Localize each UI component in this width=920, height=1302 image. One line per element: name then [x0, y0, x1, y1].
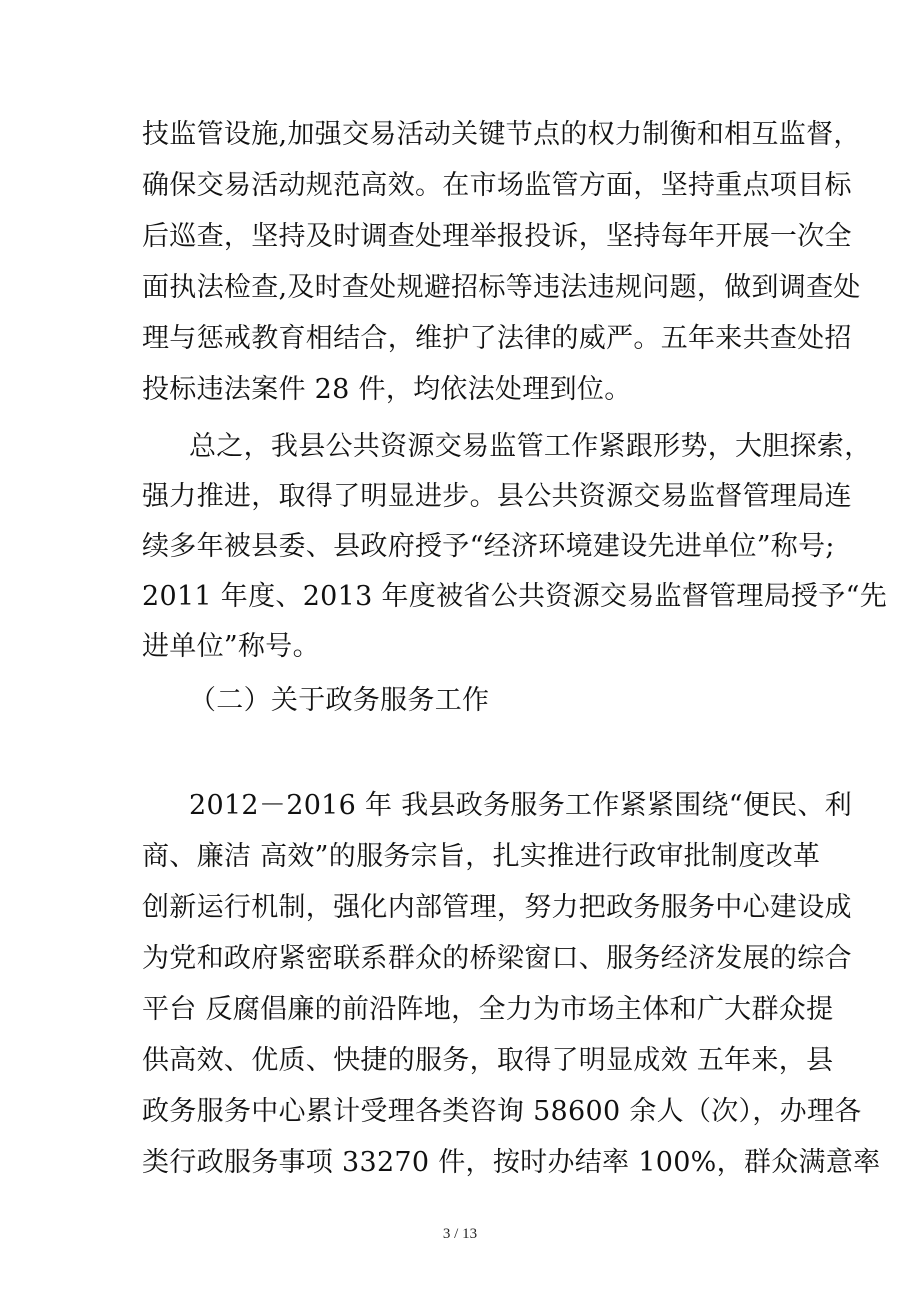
text-line: 后巡查，坚持及时调查处理举报投诉，坚持每年开展一次全 [142, 221, 852, 252]
text-line: 为党和政府紧密联系群众的桥梁窗口、服务经济发展的综合 [142, 943, 852, 974]
text-line: 类行政服务事项 33270 件，按时办结率 100%，群众满意率 [142, 1147, 881, 1178]
text-line: 创新运行机制，强化内部管理，努力把政务服务中心建设成 [142, 892, 852, 923]
text-line: 理与惩戒教育相结合，维护了法律的威严。五年来共查处招 [142, 323, 852, 354]
text-line: 进单位”称号。 [142, 631, 320, 662]
text-line: 强力推进，取得了明显进步。县公共资源交易监督管理局连 [142, 481, 852, 512]
text-line: 投标违法案件 28 件，均依法处理到位。 [142, 374, 632, 405]
page-number: 3 / 13 [442, 1226, 478, 1242]
text-line: 确保交易活动规范高效。在市场监管方面，坚持重点项目标 [142, 170, 852, 201]
text-line: 政务服务中心累计受理各类咨询 58600 余人（次），办理各 [142, 1096, 862, 1127]
section-heading: （二）关于政务服务工作 [189, 685, 490, 716]
text-line: 平台 反腐倡廉的前沿阵地，全力为市场主体和广大群众提 [142, 994, 834, 1025]
text-line: 技监管设施,加强交易活动关键节点的权力制衡和相互监督， [142, 119, 861, 150]
text-line: 总之，我县公共资源交易监管工作紧跟形势，大胆探索， [189, 431, 872, 462]
text-line: 供高效、优质、快捷的服务，取得了明显成效 五年来，县 [142, 1045, 834, 1076]
text-line: 2011 年度、2013 年度被省公共资源交易监督管理局授予“先 [142, 581, 887, 612]
text-line: 续多年被县委、县政府授予“经济环境建设先进单位”称号; [142, 531, 835, 562]
text-line: 2012－2016 年 我县政务服务工作紧紧围绕“便民、利 [189, 790, 853, 821]
text-line: 商、廉洁 高效”的服务宗旨，扎实推进行政审批制度改革 [142, 841, 821, 872]
text-line: 面执法检查,及时查处规避招标等违法违规问题，做到调查处 [142, 272, 861, 303]
